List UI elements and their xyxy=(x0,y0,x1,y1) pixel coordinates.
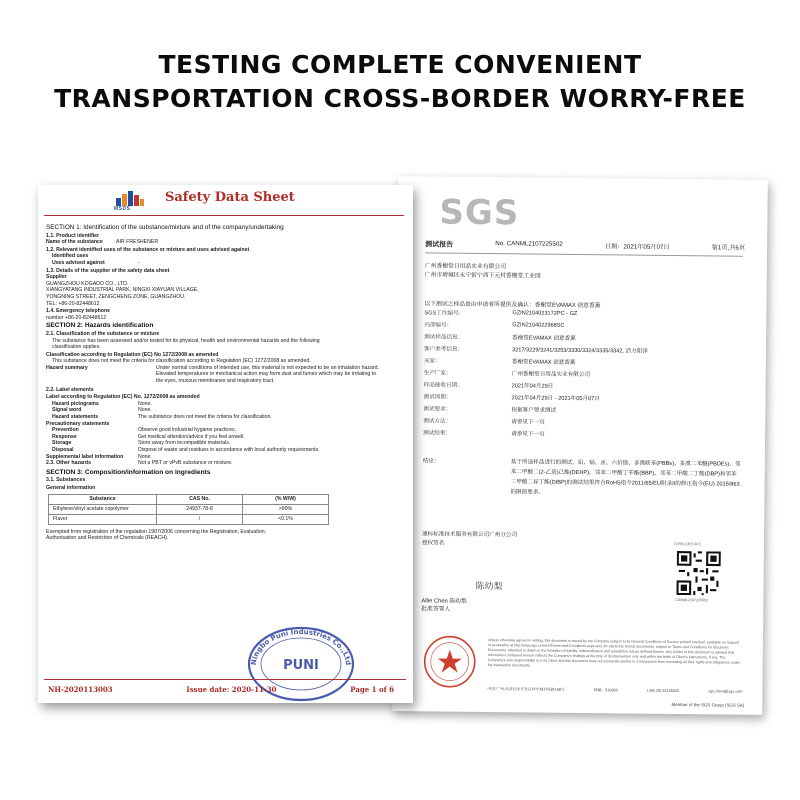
supplemental-value: None. xyxy=(138,453,152,460)
other-hazards-value: Not a PBT or vPvB substance or mixture. xyxy=(138,460,233,467)
sgs-row-key: 测试周期： xyxy=(423,394,452,401)
sgs-row-key: 生产厂家： xyxy=(423,370,452,377)
sgs-row-value: GZIN2104022968SC xyxy=(512,322,565,329)
sgs-conclusion-text: 基于所送样品进行的测试，铅、镉、汞、六价铬、多溴联苯(PBBs)、多溴二苯醚(PBDEs)、邻苯二甲酸二(2-乙基)己酯(DEHP)、邻苯二甲酸丁苄酯(BBP)、邻苯二甲酸二丁酯(DBP)和邻苯二甲酸二异丁酯(DIBP)的测试结果符合RoHS指令2011/65/EU附录II的修正指令(EU) 2015/863的限值要求。 xyxy=(510,459,741,496)
sds-doc-number: NH-2020113003 xyxy=(48,685,113,694)
signal-label: Signal word xyxy=(52,407,82,414)
sgs-lab-name: 通标标准技术服务有限公司广州分公司 xyxy=(422,531,518,539)
sgs-row-value: 请参见下一页 xyxy=(511,431,545,438)
sgs-report-date: 日期：2021年05月07日 xyxy=(604,243,670,251)
sgs-footer-email: sgs.china@sgs.com xyxy=(708,689,743,694)
safety-data-sheet xyxy=(38,185,413,703)
supplemental-label: Supplemental label information xyxy=(46,453,124,460)
signal-word-row xyxy=(46,407,401,414)
supplier-line: GUANGZHOU KOGADO CO., LTD. xyxy=(46,280,129,287)
sgs-row-value: 香榭堂EVAMAX 创意香薰 xyxy=(511,359,576,366)
classification-text: classification applies. xyxy=(52,344,101,351)
sgs-conclusion xyxy=(422,456,740,499)
other-hazards-row xyxy=(46,460,401,467)
supplemental-row xyxy=(46,454,401,461)
sds-top-rule xyxy=(44,215,404,216)
hazard-statements-row xyxy=(46,414,401,421)
table-header: Substance xyxy=(49,494,157,504)
sgs-footer-postcode: 邮编：510663 xyxy=(593,688,618,693)
sgs-row-key: 内部编号： xyxy=(424,322,453,329)
classification-text: The substance has been assessed and/or tested for its physical, health and environmental hazards and the following xyxy=(52,337,320,344)
sgs-info-row xyxy=(423,426,741,441)
sgs-row-value: 根据客户要求测试 xyxy=(511,407,557,414)
sgs-logo: SGS xyxy=(439,192,520,234)
composition-table xyxy=(48,494,329,525)
sds-page-number: Page 1 of 6 xyxy=(350,685,394,694)
identified-uses: Identified uses xyxy=(52,253,89,260)
sgs-footer xyxy=(487,687,742,695)
label-regulation: Label according to Regulation (EC) No. 1272/2008 as amended xyxy=(46,394,200,401)
hazard-summary-value xyxy=(156,365,401,385)
sgs-row-key: 测试方法： xyxy=(423,418,452,425)
sgs-row-key: SGS工作编号： xyxy=(424,310,465,317)
supplier-line: XIANGYATANG INDUSTRIAL PARK, NINGXI XIAYUAN VILLAGE, xyxy=(46,287,199,294)
sgs-footer-phone: t (86-20) 82155555 xyxy=(646,688,680,694)
section-1-4: 1.4. Emergency telephone xyxy=(46,308,111,315)
sgs-test-report xyxy=(392,176,768,715)
sgs-qr-number: CANML2107225502 xyxy=(675,598,708,603)
sds-issue-date: Issue date: 2020-11-30 xyxy=(186,685,277,694)
section-2-heading: SECTION 2: Hazards identification xyxy=(46,322,154,330)
classification-regulation: Classification according to Regulation (EC) No 1272/2008 as amended xyxy=(46,351,219,358)
reach-exemption: Exempted from registration of the regulation 1907/2006 concerning the Registration, Evaluation, xyxy=(46,528,267,535)
emergency-number: number +86-20-82448612 xyxy=(46,314,107,321)
sgs-header-rule xyxy=(425,252,743,256)
sgs-qr-caption: 扫码验证报告真伪 xyxy=(673,541,702,547)
table-cell: Flavor xyxy=(49,514,157,524)
hazard-summary-line: Elevated temperatures or mechanical action may form dust and fumes which may be irritating to xyxy=(156,371,376,378)
sgs-row-value: 3217/3229/3241/3253/3330/3324/3335/3342, 活力阳洋 xyxy=(511,347,648,355)
sds-title: Safety Data Sheet xyxy=(165,190,295,205)
sgs-row-value: 广州香榭堂日用品实业有限公司 xyxy=(511,371,591,379)
signal-value: None. xyxy=(138,407,152,414)
uses-advised-row xyxy=(46,260,401,267)
sgs-signer-name: Allie Chen 陈幼梨 xyxy=(421,598,467,605)
sgs-row-key: 买家： xyxy=(423,358,441,365)
headline-line-2: TRANSPORTATION CROSS-BORDER WORRY-FREE xyxy=(54,83,746,113)
sgs-handwritten-signature: 陈幼梨 xyxy=(475,581,503,593)
sds-footer xyxy=(44,679,406,694)
hazard-summary-label: Hazard summary xyxy=(46,364,88,371)
section-3-heading: SECTION 3: Composition/information on ingredients xyxy=(46,468,211,476)
disposal-label: Disposal xyxy=(52,447,74,453)
sgs-customer-name: 广州香榭堂日用品实业有限公司 xyxy=(424,263,507,271)
table-cell: <0.1% xyxy=(243,514,329,524)
storage-value: Store away from incompatible materials. xyxy=(138,440,231,447)
sgs-signer xyxy=(421,597,467,613)
sgs-customer-block xyxy=(424,262,601,311)
sgs-row-value: GZIN2104023172PC - GZ xyxy=(512,310,578,317)
stamp-ring-text: Ningbo Puni Industries Co.,Ltd xyxy=(249,627,353,666)
prevention-label: Prevention xyxy=(52,427,79,434)
table-cell: >99% xyxy=(243,504,329,514)
sgs-row-value: 香榭堂EVAMAX 创意香薰 xyxy=(512,335,576,342)
sgs-lab-auth: 授权签名 xyxy=(421,540,445,547)
sgs-row-key: 样品接收日期： xyxy=(423,382,463,389)
sgs-report-number: No. CANML2107225502 xyxy=(495,240,563,248)
table-row xyxy=(49,514,329,524)
supplier-line: TEL: +86-20-82448612 xyxy=(46,300,100,307)
name-value: AIR FRESHENER xyxy=(116,239,159,246)
precautionary-label: Precautionary statements xyxy=(46,420,110,427)
sgs-report-title: 测试报告 xyxy=(425,241,454,249)
name-label: Name of the substance xyxy=(46,239,103,246)
table-header-row xyxy=(49,494,329,504)
general-information: General information xyxy=(46,484,96,491)
classification-result: This substance does not meet the criteria for classification according to Regulation (EC) 1272/2008 as amended. xyxy=(52,358,311,365)
section-2-1: 2.1. Classification of the substance or mixture xyxy=(46,330,160,337)
sgs-intro-line: 以下测试之样品是由申请者所提供及确认：香榭堂EVAMAX 创意香薰 xyxy=(424,301,601,310)
sgs-fine-print: Unless otherwise agreed in writing, this document is issued by the Company subject to its General Conditions of Service printed overleaf, available on request or accessible at http://www.sgs.com/en/Terms-and-Conditions.aspx and, for electronic format documents, subject to Terms and Conditions for Electronic Documents. Attention is drawn to the limitation of liability, indemnification and jurisdiction issues defined therein. Any holder of this document is advised that information contained hereon reflects the Company's findings at the time of its intervention only and within the limits of Client's instructions, if any. The Company's sole responsibility is to its Client and this document does not exonerate parties to a transaction from exercising all their rights and obligations under the transaction documents. xyxy=(487,638,740,668)
reach-exemption: Authorisation and Restriction of Chemicals (REACH). xyxy=(46,535,169,542)
table-cell: / xyxy=(157,514,243,524)
stamp-name: PUNI xyxy=(283,658,319,673)
table-row xyxy=(49,504,329,514)
disposal-row xyxy=(46,447,401,454)
hazard-summary-line: Under normal conditions of intended use, this material is not expected to be an inhalation hazard. xyxy=(156,364,379,371)
response-value: Get medical attention/advice if you feel unwell. xyxy=(138,433,245,440)
table-header: (% W/W) xyxy=(243,494,329,504)
sgs-member-line: Member of the SGS Group (SGS SA) xyxy=(671,701,745,708)
other-hazards-label: 2.3. Other hazards xyxy=(46,460,91,467)
hazard-summary-line: the eyes, mucous membranes and respiratory tract. xyxy=(156,378,275,385)
pictograms-row xyxy=(46,401,401,408)
uses-advised-label: Uses advised against xyxy=(52,259,105,266)
table-header: CAS No. xyxy=(157,494,243,504)
sgs-signer-title: 批准签署人 xyxy=(421,606,451,613)
storage-row xyxy=(46,440,401,447)
supplier-line: YONGNING STREET, ZENGCHENG ZONE, GUANGZHOU. xyxy=(46,293,186,300)
sgs-row-value: 2021年04月29日 - 2021年05月07日 xyxy=(511,395,600,403)
name-of-substance-row xyxy=(46,239,401,246)
qr-code-icon xyxy=(676,551,720,595)
statements-value: The substance does not meet the criteria for classification. xyxy=(138,414,272,421)
table-cell: Ethylene/vinyl acetate copolymer xyxy=(49,504,157,514)
sgs-footer-address: 中国·广州·经济技术开发区科学城科珠路198号 xyxy=(487,687,565,692)
storage-label: Storage xyxy=(52,440,72,447)
section-1-2: 1.2. Relevant identified uses of the substance or mixture and uses advised against xyxy=(46,246,250,253)
sgs-red-seal-icon xyxy=(422,634,477,689)
sds-body xyxy=(46,223,401,542)
msds-logo-text: MSDS xyxy=(114,206,131,212)
sgs-row-value: 2021年04月29日 xyxy=(511,383,554,390)
section-1-3: 1.3. Details of the supplier of the safety data sheet xyxy=(46,267,170,274)
response-row xyxy=(46,434,401,441)
response-label: Response xyxy=(52,433,77,440)
pictograms-label: Hazard pictograms xyxy=(52,400,99,407)
sgs-row-value: 请参见下一页 xyxy=(511,419,545,426)
section-1-heading: SECTION 1: Identification of the substance/mixture and of the company/undertaking xyxy=(46,224,284,231)
pictograms-value: None. xyxy=(138,400,152,407)
sgs-row-key: 测试样品信息： xyxy=(424,334,464,341)
table-cell: 24937-78-8 xyxy=(157,504,243,514)
sgs-lab-info xyxy=(422,530,517,549)
hazard-summary-row xyxy=(46,365,401,385)
sgs-row-key: 测试要求： xyxy=(423,406,452,413)
sgs-report-header xyxy=(425,239,745,252)
section-2-2: 2.2. Label elements xyxy=(46,386,94,393)
headline-line-1: TESTING COMPLETE CONVENIENT xyxy=(158,50,642,79)
sgs-customer-address: 广州市增城区永宁街宁西下元村香榭堂工业园 xyxy=(424,272,541,280)
sgs-row-key: 测试结果： xyxy=(423,430,452,437)
sgs-conclusion-label: 结论： xyxy=(422,458,440,465)
section-1-1: 1.1. Product identifier xyxy=(46,232,100,239)
supplier-label: Supplier xyxy=(46,274,67,281)
disposal-value: Dispose of waste and residues in accordance with local authority requirements. xyxy=(138,447,320,453)
headline-banner xyxy=(0,48,800,116)
sgs-row-key: 客户参考信息： xyxy=(423,346,464,353)
prevention-row xyxy=(46,427,401,434)
statements-label: Hazard statements xyxy=(52,414,99,421)
uses-advised-value: - xyxy=(138,259,140,266)
section-3-1: 3.1. Substances xyxy=(46,477,86,484)
sgs-info-rows xyxy=(423,306,742,441)
prevention-value: Observe good industrial hygiene practices. xyxy=(138,427,237,434)
sgs-report-page: 第1页,共6页 xyxy=(711,244,746,252)
